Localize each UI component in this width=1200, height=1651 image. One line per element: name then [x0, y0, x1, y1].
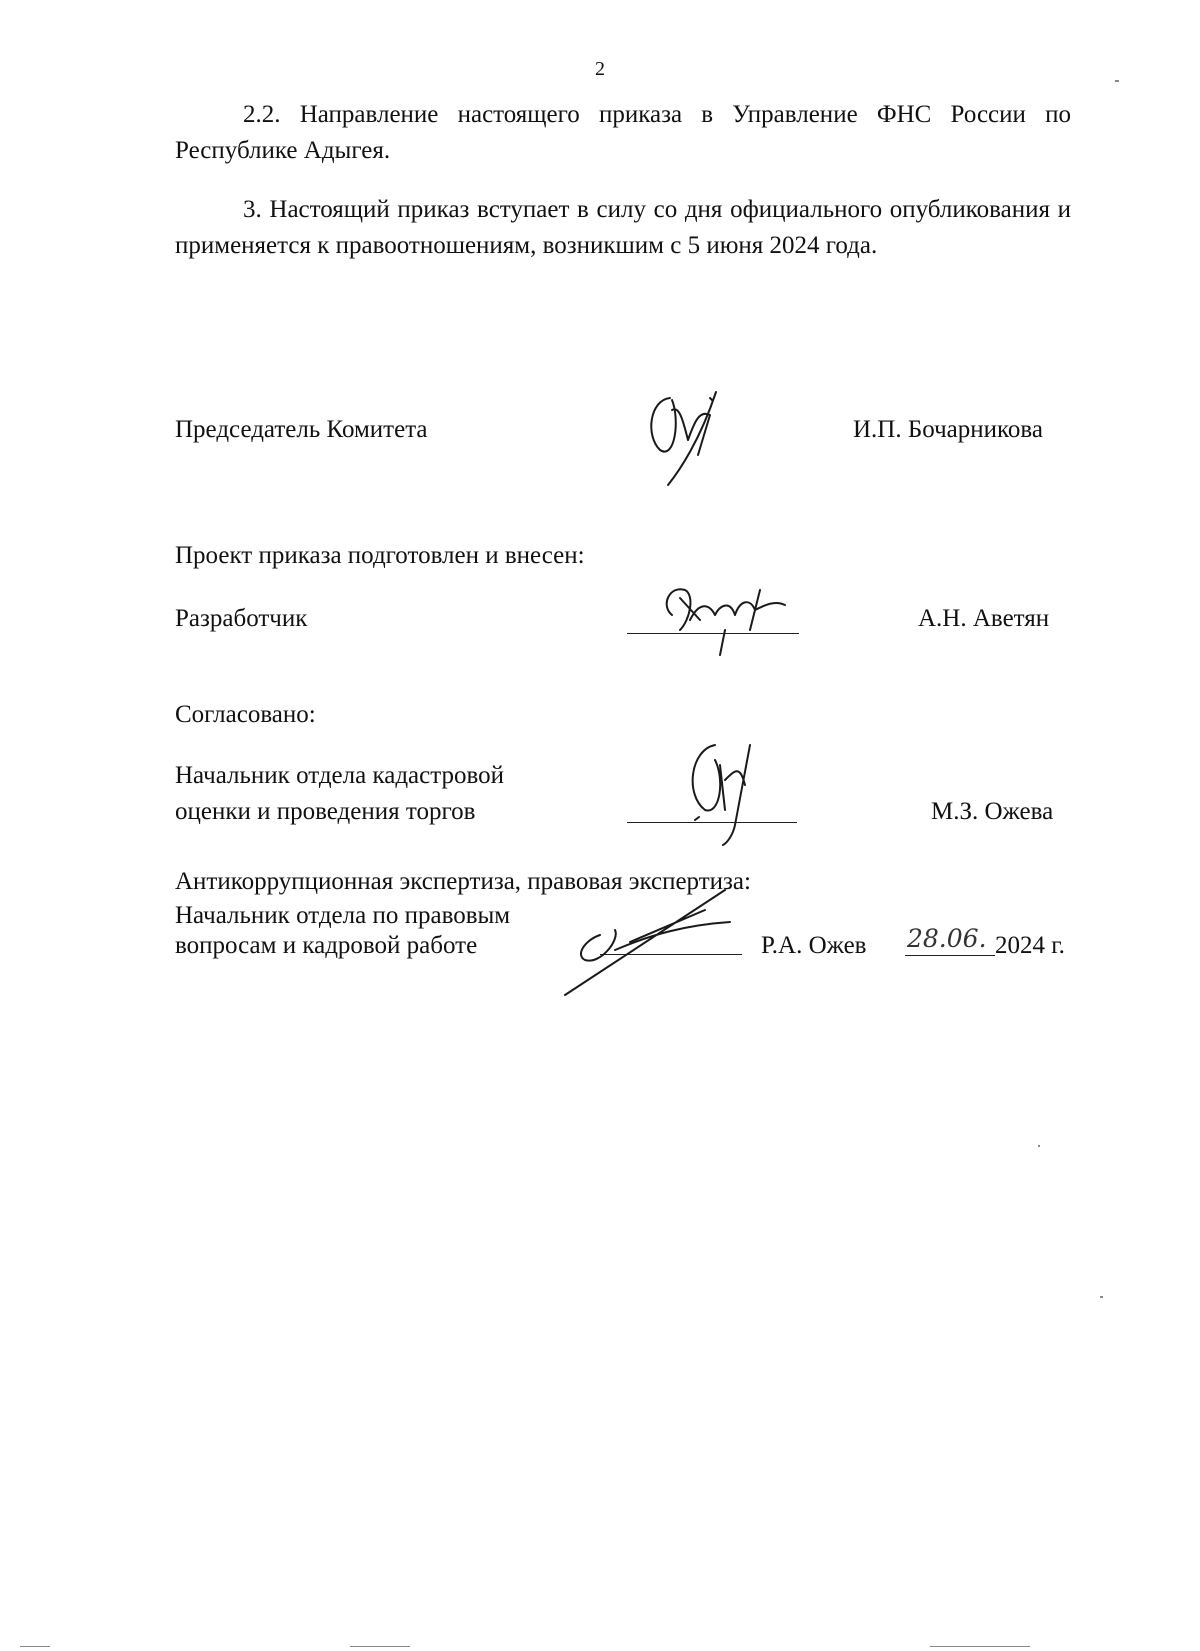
approved-signature	[665, 725, 785, 855]
paragraph-2-2: 2.2. Направление настоящего приказа в Управление ФНС России по Республике Адыгея.	[175, 101, 1071, 164]
scan-speck	[20, 1646, 50, 1647]
paragraph-3: 3. Настоящий приказ вступает в силу со дня официального опубликования и применяется к правоотношениям, возникшим с 5 июня 2024 года.	[175, 196, 1071, 259]
approved-heading: Согласовано:	[175, 701, 316, 728]
chair-name: И.П. Бочарникова	[853, 416, 1043, 443]
approved-position-line2: оценки и проведения торгов	[175, 798, 476, 825]
scan-speck	[1038, 1145, 1040, 1147]
approved-position-line1: Начальник отдела кадастровой	[175, 762, 504, 789]
prepared-heading: Проект приказа подготовлен и внесен:	[175, 542, 585, 569]
approved-name: М.З. Ожева	[931, 798, 1054, 825]
expertise-position-line2: вопросам и кадровой работе	[175, 932, 478, 959]
developer-signature	[650, 560, 810, 660]
expertise-date-handwritten: 28.06.	[907, 924, 987, 953]
chair-position: Председатель Комитета	[175, 416, 428, 443]
expertise-year: 2024 г.	[995, 932, 1065, 959]
scan-speck	[930, 1646, 1030, 1647]
expertise-date-line	[905, 955, 995, 956]
scan-speck	[1100, 1296, 1103, 1298]
expertise-signature	[540, 880, 740, 1000]
chair-signature	[640, 380, 760, 490]
expertise-position-line1: Начальник отдела по правовым	[175, 902, 511, 929]
expertise-name: Р.А. Ожев	[761, 932, 867, 959]
page-number: 2	[595, 58, 605, 80]
scan-speck	[1115, 80, 1119, 82]
scan-speck	[350, 1646, 410, 1647]
expertise-heading: Антикоррупционная экспертиза, правовая экспертиза:	[175, 868, 751, 895]
developer-role: Разработчик	[175, 605, 308, 632]
developer-name: А.Н. Аветян	[918, 605, 1050, 632]
